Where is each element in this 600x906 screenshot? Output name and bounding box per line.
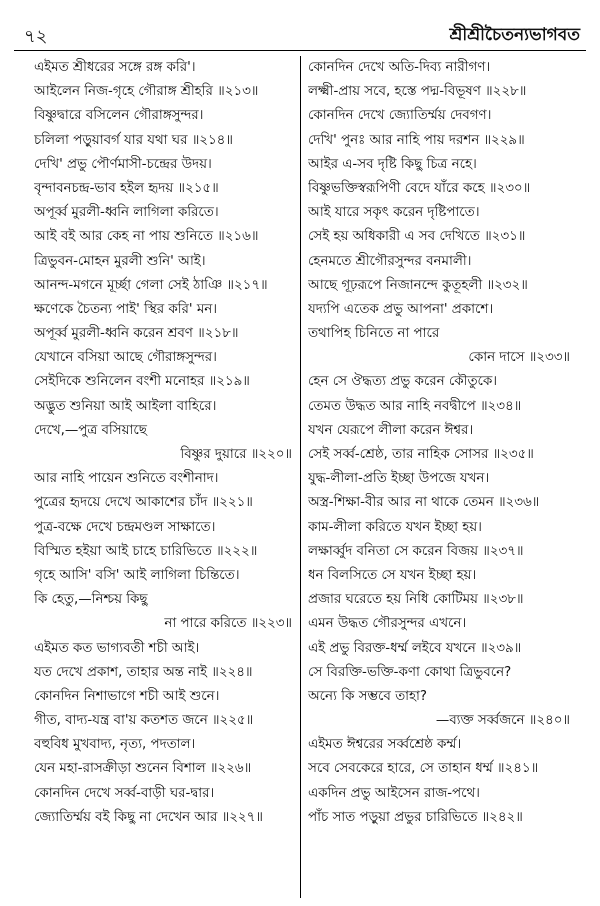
verse-line: গীত, বাদ্য-যন্ত্র বা'য় কতশত জনে ॥২২৫॥ [34,713,254,729]
verse-line: এইমত কত ভাগ্যবতী শচী আই। [34,640,200,656]
verse-line: প্রজার ঘরেতে হয় নিধি কোটিময় ॥২৩৮॥ [308,592,524,608]
verse-line: অস্ত্র-শিক্ষা-বীর আর না থাকে তেমন ॥২৩৬॥ [308,495,540,511]
verse-line: আনন্দ-মগনে মূর্চ্ছা গেলা সেই ঠাঞি ॥২১৭॥ [34,277,268,293]
verse-line: দেখি' পুনঃ আর নাহি পায় দরশন ॥২২৯॥ [308,132,525,148]
verse-line: ধন বিলসিতে সে যখন ইচ্ছা হয়। [308,567,477,583]
verse-line: হেন সে ঔদ্ধত্য প্রভু করেন কৌতুকে। [308,374,498,390]
verse-line: এই প্রভু বিরক্ত-ধর্ম্ম লইবে যখনে ॥২৩৯॥ [308,640,522,656]
verse-line: দেখি' প্রভু পৌর্ণমাসী-চন্দ্রের উদয়। [34,156,212,172]
verse-line: বিষ্ণুভক্তিস্বরূপিণী বেদে যাঁরে কহে ॥২৩০॥ [308,180,531,196]
verse-line: আইর এ-সব দৃষ্টি কিছু চিত্র নহে। [308,156,477,172]
verse-line: বিষ্ণুদ্বারে বসিলেন গৌরাঙ্গসুন্দর। [34,108,204,124]
verse-line: ক্ষণেকে চৈতন্য পাই' স্থির করি' মন। [34,301,218,317]
verse-line: আছে গূঢ়রূপে নিজানন্দে কুতূহলী ॥২৩২॥ [308,277,528,293]
verse-line: আইলেন নিজ-গৃহে গৌরাঙ্গ শ্রীহরি ॥২১৩॥ [34,84,259,100]
verse-line: তথাপিহ চিনিতে না পারে [308,326,440,342]
verse-line: আই যারে সকৃৎ করেন দৃষ্টিপাতে। [308,205,480,221]
verse-line: পুত্র-বক্ষে দেখে চন্দ্রমণ্ডল সাক্ষাতে। [34,519,216,535]
verse-line: অপূর্ব্ব মুরলী-ধ্বনি করেন শ্রবণ ॥২১৮॥ [34,326,239,342]
verse-line: অন্যে কি সম্ভবে তাহা? [308,688,428,704]
verse-line: কোনদিন দেখে জ্যোতির্ম্ময় দেবগণ। [308,108,492,124]
verse-line: কোন দাসে ॥২৩৩॥ [468,350,570,366]
verse-line: গৃহে আসি' বসি' আই লাগিলা চিন্তিতে। [34,567,240,583]
verse-line: ত্রিভুবন-মোহন মুরলী শুনি' আই। [34,253,206,269]
verse-line: —ব্যক্ত সর্ব্বজনে ॥২৪০॥ [435,713,570,729]
verse-line: আর নাহি পায়েন শুনিতে বংশীনাদ। [34,471,219,487]
verse-line: কাম-লীলা করিতে যখন ইচ্ছা হয়। [308,519,482,535]
verse-line: বিষ্ণুর দুয়ারে ॥২২০॥ [180,447,292,462]
header-rule [14,50,586,51]
verse-line: একদিন প্রভু আইসেন রাজ-পথে। [308,785,480,801]
verse-line: সে বিরক্তি-ভক্তি-কণা কোথা ত্রিভুবনে? [308,664,512,680]
page-header [14,8,586,50]
verse-line: না পারে করিতে ॥২২৩॥ [164,616,292,632]
verse-line: যুদ্ধ-লীলা-প্রতি ইচ্ছা উপজে যখন। [308,471,490,487]
verse-line: সেই হয় অধিকারী এ সব দেখিতে ॥২৩১॥ [308,229,526,245]
verse-line: কোনদিন দেখে সর্ব্ব-বাড়ী ঘর-দ্বার। [34,785,215,801]
verse-line: সেই সর্ব্ব-শ্রেষ্ঠ, তার নাহিক সোসর ॥২৩৫॥ [308,447,534,462]
right-column [308,56,574,830]
verse-line: লক্ষার্ব্বুদ বনিতা সে করেন বিজয় ॥২৩৭॥ [308,543,524,559]
verse-line: যেন মহা-রাসক্রীড়া শুনেন বিশাল ॥২২৬॥ [34,761,252,777]
verse-line: এইমত ঈশ্বরের সর্ব্বশ্রেষ্ঠ কর্ম্ম। [308,737,462,753]
verse-line: এমন উদ্ধত গৌরসুন্দর এখনে। [308,616,467,632]
verse-line: কোনদিন নিশাভাগে শচী আই শুনে। [34,688,220,704]
verse-line: যখন যেরূপে লীলা করেন ঈশ্বর। [308,422,474,438]
verse-line: লক্ষ্মী-প্রায় সবে, হস্তে পদ্ম-বিভূষণ ॥২২৮॥ [308,84,527,100]
verse-line: যত দেখে প্রকাশ, তাহার অন্ত নাই ॥২২৪॥ [34,664,253,680]
verse-line: অপূর্ব্ব মুরলী-ধ্বনি লাগিলা করিতে। [34,205,219,221]
left-column [34,56,296,830]
page-number: ৭২ [24,26,48,47]
verse-line: যেখানে বসিয়া আছে গৌরাঙ্গসুন্দর। [34,350,217,366]
verse-line: অদ্ভুত শুনিয়া আই আইলা বাহিরে। [34,398,217,414]
verse-line: বিস্মিত হইয়া আই চাহে চারিভিতে ॥২২২॥ [34,543,258,559]
verse-line: কি হেতু,—নিশ্চয় কিছু [34,592,148,608]
verse-line: পাঁচ সাত পড়ুয়া প্রভুর চারিভিতে ॥২৪২॥ [308,809,523,825]
verse-line: আই বই আর কেহ না পায় শুনিতে ॥২১৬॥ [34,229,259,245]
verse-line: এইমত শ্রীধরের সঙ্গে রঙ্গ করি'। [34,60,196,75]
verse-line: যদ্যপি এতেক প্রভু আপনা' প্রকাশে। [308,301,494,317]
verse-line: পুত্রের হৃদয়ে দেখে আকাশের চাঁদ ॥২২১॥ [34,495,253,511]
column-divider [300,56,301,898]
verse-line: সেইদিকে শুনিলেন বংশী মনোহর ॥২১৯॥ [34,374,250,390]
verse-line: দেখে,—পুত্র বসিয়াছে [34,422,147,438]
verse-line: বৃন্দাবনচন্দ্র-ভাব হইল হৃদয় ॥২১৫॥ [34,180,219,196]
verse-line: তেমত উদ্ধত আর নাহি নবদ্বীপে ॥২৩৪॥ [308,398,522,414]
running-title: শ্রীশ্রীচৈতন্যভাগবত [449,25,580,45]
verse-line: সবে সেবকেরে হারে, সে তাহান ধর্ম্ম ॥২৪১॥ [308,761,539,777]
verse-line: হেনমতে শ্রীগৌরসুন্দর বনমালী। [308,253,472,269]
verse-line: বহুবিধ মুখবাদ্য, নৃত্য, পদতাল। [34,737,196,753]
verse-line: জ্যোতির্ম্ময় বই কিছু না দেখেন আর ॥২২৭॥ [34,809,263,825]
verse-line: কোনদিন দেখে অতি-দিব্য নারীগণ। [308,60,491,75]
verse-line: চলিলা পড়ুয়াবর্গ যার যথা ঘর ॥২১৪॥ [34,132,233,148]
